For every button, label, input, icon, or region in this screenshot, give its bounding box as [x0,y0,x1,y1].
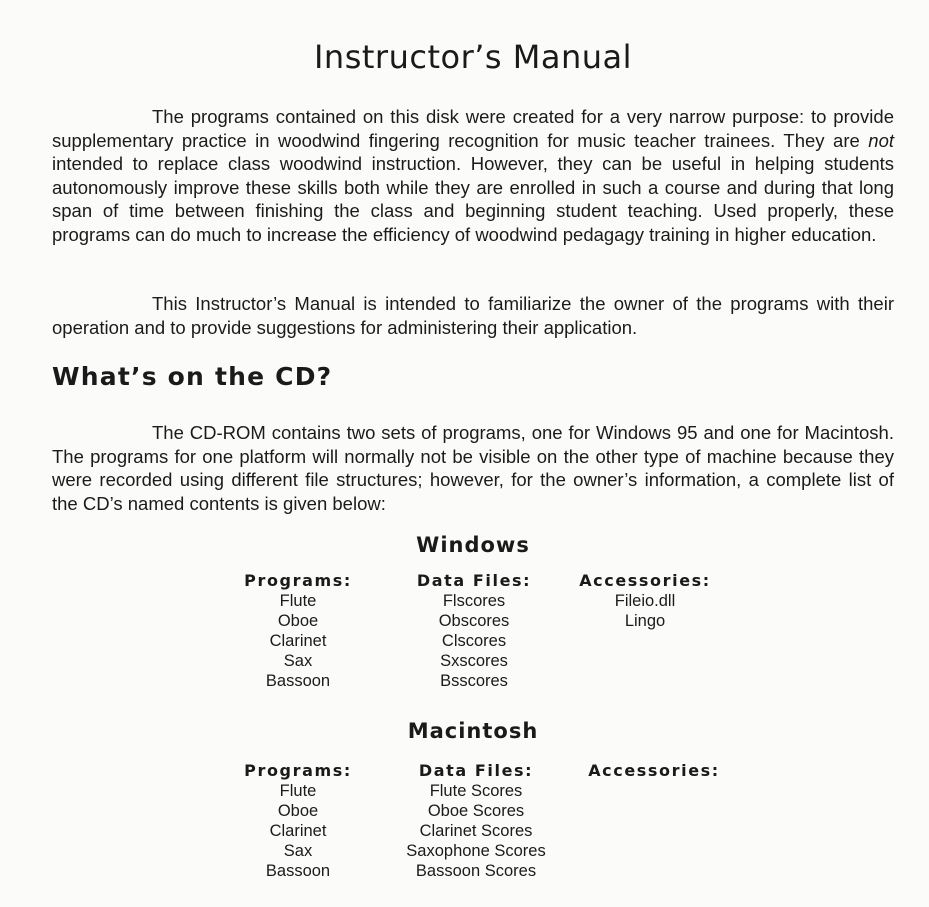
windows-data-files-column [384,571,564,691]
list-item: Sax [283,842,313,860]
list-item: Fileio.dll [614,592,676,610]
list-item: Flute Scores [429,782,523,800]
windows-accessories-column [555,571,735,631]
list-item: Saxophone Scores [406,842,546,860]
macintosh-accessories-column [564,761,744,781]
page-title: Instructor’s Manual [313,38,633,76]
list-item: Bsscores [440,672,508,690]
windows-accessories-list [555,591,735,631]
windows-programs-column [208,571,388,691]
list-item: Clarinet [269,822,327,840]
macintosh-data-files-list [386,781,566,881]
list-item: Sax [283,652,313,670]
windows-programs-list [208,591,388,691]
windows-data-files-label: Data Files: [416,571,532,590]
macintosh-programs-label: Programs: [244,761,352,780]
macintosh-data-files-label: Data Files: [418,761,534,780]
list-item: Clarinet Scores [419,822,533,840]
list-item: Bassoon [265,672,331,690]
list-item: Oboe [277,612,319,630]
section-heading-cd-contents: What’s on the CD? [52,362,333,391]
list-item: Oboe Scores [427,802,525,820]
intro-paragraph-1 [52,105,894,246]
list-item: Lingo [624,612,666,630]
intro-paragraph-1-part-a: The programs contained on this disk were created for a very narrow purpose: to provide supplementary practice in woodwind fingering recognition for music teacher trainees. They are [52,106,894,151]
windows-heading: Windows [416,533,530,557]
macintosh-data-files-column [386,761,566,881]
windows-data-files-list [384,591,564,691]
list-item: Bassoon [265,862,331,880]
macintosh-heading: Macintosh [407,719,539,743]
list-item: Clarinet [269,632,327,650]
windows-programs-label: Programs: [244,571,352,590]
list-item: Bassoon Scores [415,862,537,880]
list-item: Sxscores [440,652,508,670]
list-item: Flute [279,782,317,800]
list-item: Oboe [277,802,319,820]
list-item: Flscores [442,592,506,610]
list-item: Obscores [438,612,510,630]
list-item: Flute [279,592,317,610]
macintosh-accessories-label: Accessories: [588,761,720,780]
list-item: Clscores [441,632,507,650]
intro-paragraph-1-part-b: intended to replace class woodwind instruction. However, they can be useful in helping students autonomously improve these skills both while they are enrolled in such a course and during that long span of time between finishing the class and beginning student teaching. Used properly, these programs can do much to increase the efficiency of woodwind pedagagy training in higher education. [52,153,894,245]
cd-paragraph: The CD-ROM contains two sets of programs, one for Windows 95 and one for Macintosh. The programs for one platform will normally not be visible on the other type of machine because they were recorded using different file structures; however, for the owner’s information, a complete list of the CD’s named contents is given below: [52,422,894,514]
intro-paragraph-2: This Instructor’s Manual is intended to familiarize the owner of the programs with their operation and to provide suggestions for administering their application. [52,293,894,338]
macintosh-programs-column [208,761,388,881]
windows-accessories-label: Accessories: [579,571,711,590]
intro-emphasis-not: not [868,129,894,151]
macintosh-programs-list [208,781,388,881]
